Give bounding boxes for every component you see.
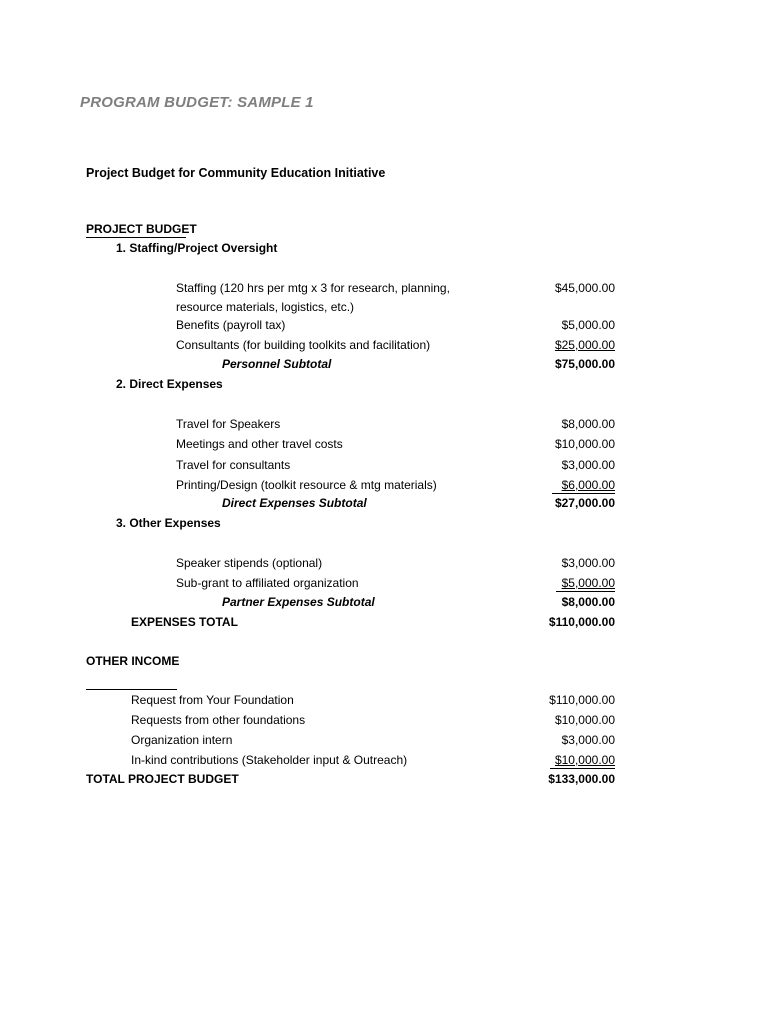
line-item-amount: $8,000.00 xyxy=(561,417,615,431)
expenses-total-amount: $110,000.00 xyxy=(548,615,615,629)
line-item-amount: $5,000.00 xyxy=(561,318,615,332)
line-item-label: Speaker stipends (optional) xyxy=(176,556,323,570)
subtotal-label: Partner Expenses Subtotal xyxy=(222,595,375,609)
income-item-label: Organization intern xyxy=(131,733,233,747)
expenses-total-label: EXPENSES TOTAL xyxy=(131,615,238,629)
income-item-amount: $10,000.00 xyxy=(554,713,615,727)
line-item-label: Consultants (for building toolkits and facilitation) xyxy=(176,338,431,352)
line-item-amount: $10,000.00 xyxy=(554,437,615,451)
line-item-label: Sub-grant to affiliated organization xyxy=(176,576,359,590)
project-budget-heading: PROJECT BUDGET xyxy=(86,222,197,236)
line-item-amount: $3,000.00 xyxy=(561,458,615,472)
document-title: PROGRAM BUDGET: SAMPLE 1 xyxy=(80,94,314,111)
subtotal-label: Direct Expenses Subtotal xyxy=(222,496,367,510)
budget-subtitle: Project Budget for Community Education Initiative xyxy=(86,166,386,180)
other-income-heading: OTHER INCOME xyxy=(86,654,180,668)
line-item-label-continued: resource materials, logistics, etc.) xyxy=(176,300,355,314)
line-item-label: Travel for consultants xyxy=(176,458,291,472)
line-item-label: Travel for Speakers xyxy=(176,417,281,431)
subtotal-amount: $75,000.00 xyxy=(554,357,615,371)
income-item-amount: $10,000.00 xyxy=(554,753,615,767)
section-heading-other-expenses: 3. Other Expenses xyxy=(116,516,221,530)
heading-underline xyxy=(86,237,186,238)
line-item-amount: $25,000.00 xyxy=(554,338,615,352)
line-item-amount: $45,000.00 xyxy=(554,281,615,295)
line-item-label: Meetings and other travel costs xyxy=(176,437,343,451)
income-item-amount: $3,000.00 xyxy=(561,733,615,747)
line-item-amount: $3,000.00 xyxy=(561,556,615,570)
line-item-label: Benefits (payroll tax) xyxy=(176,318,286,332)
income-item-label: Requests from other foundations xyxy=(131,713,306,727)
subtotal-rule xyxy=(552,493,615,494)
total-project-budget-label: TOTAL PROJECT BUDGET xyxy=(86,772,239,786)
subtotal-amount: $27,000.00 xyxy=(554,496,615,510)
income-item-label: In-kind contributions (Stakeholder input & Outreach) xyxy=(131,753,408,767)
section-heading-staffing: 1. Staffing/Project Oversight xyxy=(116,241,278,255)
subtotal-rule xyxy=(556,591,615,592)
line-item-amount: $6,000.00 xyxy=(561,478,615,492)
income-item-label: Request from Your Foundation xyxy=(131,693,294,707)
line-item-label: Staffing (120 hrs per mtg x 3 for research, planning, xyxy=(176,281,450,295)
total-project-budget-amount: $133,000.00 xyxy=(548,772,615,786)
total-rule xyxy=(550,768,615,769)
subtotal-amount: $8,000.00 xyxy=(561,595,615,609)
subtotal-label: Personnel Subtotal xyxy=(222,357,332,371)
income-rule xyxy=(86,689,177,690)
line-item-label: Printing/Design (toolkit resource & mtg materials) xyxy=(176,478,437,492)
line-item-amount: $5,000.00 xyxy=(561,576,615,590)
section-heading-direct-expenses: 2. Direct Expenses xyxy=(116,377,223,391)
income-item-amount: $110,000.00 xyxy=(549,693,615,707)
